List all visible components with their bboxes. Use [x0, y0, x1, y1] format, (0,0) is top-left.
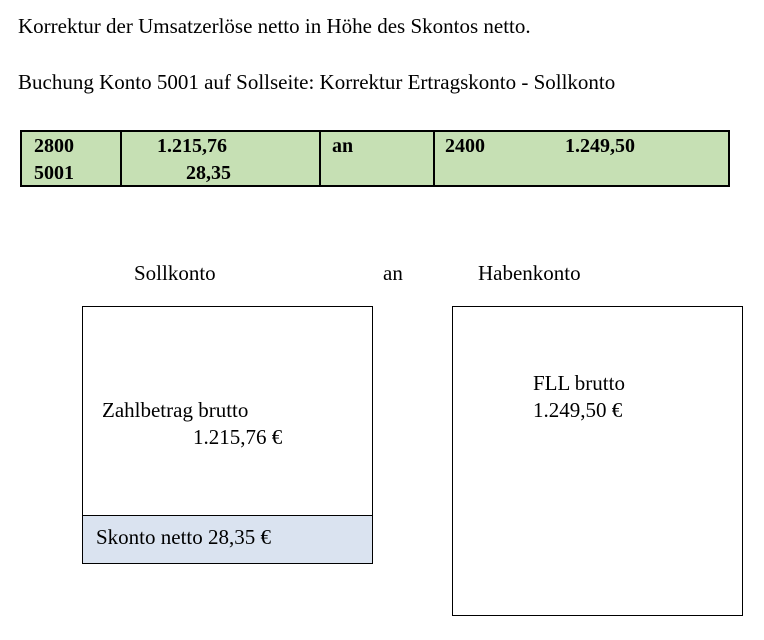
debit-account-2: 5001 — [34, 162, 74, 184]
haben-fll-label: FLL brutto — [533, 371, 625, 395]
credit-column — [435, 132, 728, 185]
soll-payment-label: Zahlbetrag brutto — [102, 398, 249, 422]
haben-fll-amount: 1.249,50 € — [533, 398, 623, 422]
skonto-text: Skonto netto 28,35 € — [96, 525, 272, 549]
connector-an: an — [332, 135, 354, 157]
debit-amount-column — [122, 132, 321, 185]
debit-account-1: 2800 — [34, 135, 74, 157]
debit-amount-1: 1.215,76 — [157, 135, 227, 157]
debit-amount-2: 28,35 — [186, 162, 231, 184]
haben-account-box — [452, 306, 743, 616]
soll-account-caption: Sollkonto — [134, 261, 216, 285]
skonto-row — [83, 515, 372, 563]
intro-text: Korrektur der Umsatzerlöse netto in Höhe des Skontos netto. — [18, 14, 531, 38]
haben-account-caption: Habenkonto — [478, 261, 581, 285]
booking-description: Buchung Konto 5001 auf Sollseite: Korrektur Ertragskonto - Sollkonto — [18, 70, 616, 94]
debit-account-column — [22, 132, 122, 185]
soll-payment-amount: 1.215,76 € — [193, 425, 283, 449]
connector-column — [321, 132, 435, 185]
credit-amount: 1.249,50 — [565, 135, 635, 157]
booking-table — [20, 130, 730, 187]
credit-account: 2400 — [445, 135, 485, 157]
an-caption: an — [383, 261, 403, 285]
soll-account-box — [82, 306, 373, 564]
